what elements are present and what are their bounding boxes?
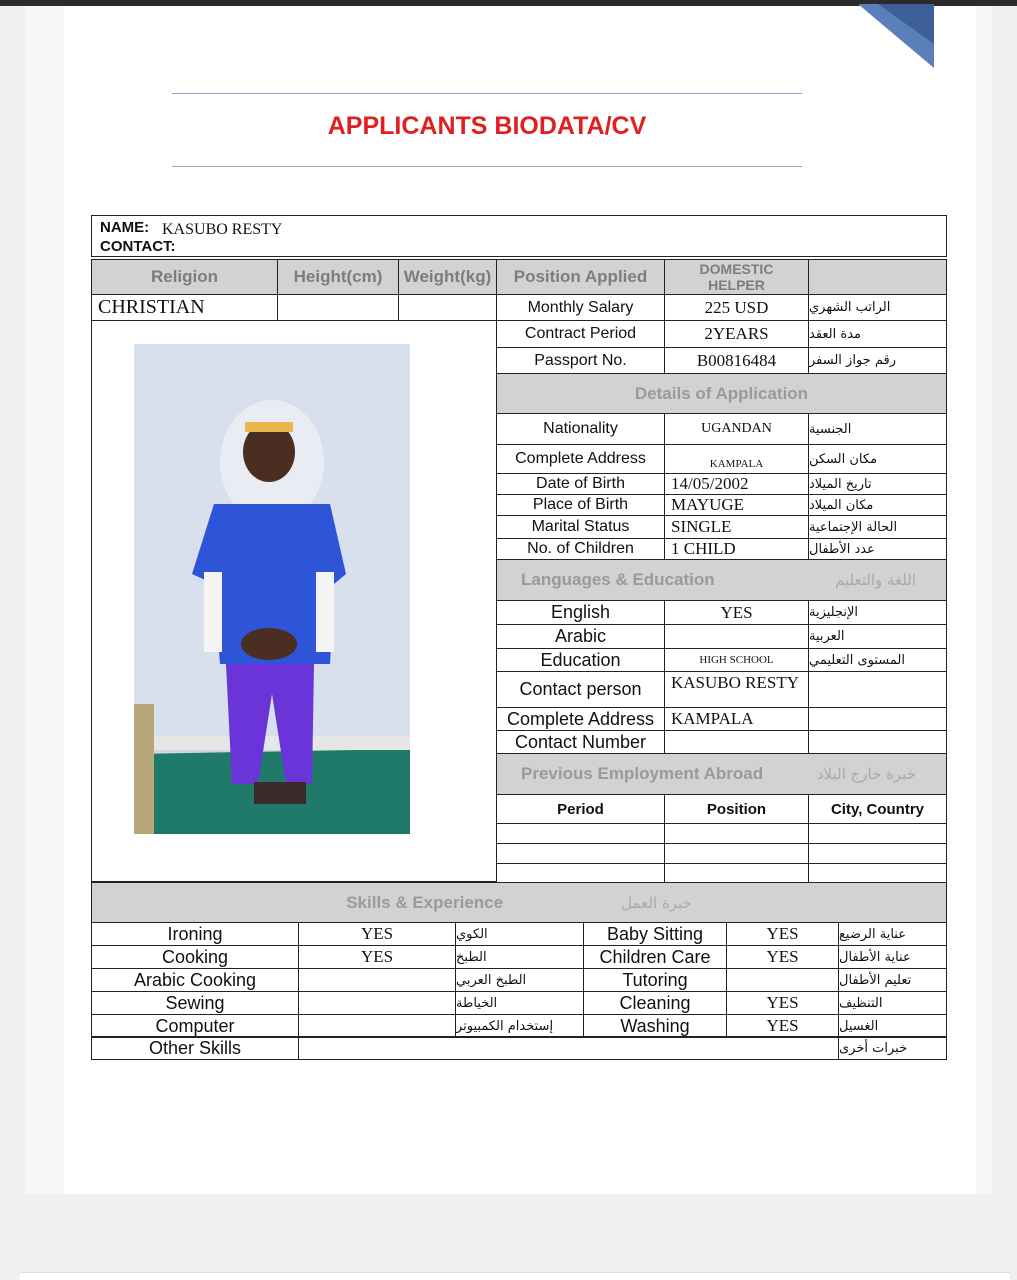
english-label: English — [496, 600, 665, 625]
skill-right-label: Baby Sitting — [583, 922, 727, 946]
english-value: YES — [664, 600, 809, 625]
contact-person-label: Contact person — [496, 671, 665, 708]
contact-number-value — [664, 730, 809, 754]
skill-right-value: YES — [726, 945, 839, 969]
other-skills-label: Other Skills — [91, 1036, 299, 1060]
nationality-value: UGANDAN — [664, 413, 809, 445]
education-ar: المستوى التعليمي — [808, 648, 947, 672]
position-applied-header: Position Applied — [496, 259, 665, 295]
pob-ar: مكان الميلاد — [808, 494, 947, 516]
religion-header: Religion — [91, 259, 278, 295]
weight-header: Weight(kg) — [398, 259, 497, 295]
employment-row-2-position — [664, 843, 809, 864]
position-applied-value: DOMESTIC HELPER — [664, 259, 809, 295]
employment-title-ar: خبرة خارج البلاد — [816, 765, 916, 783]
children-ar: عدد الأطفال — [808, 538, 947, 560]
pob-label: Place of Birth — [496, 494, 665, 516]
skill-left-value: YES — [298, 945, 456, 969]
children-value: 1 CHILD — [664, 538, 809, 560]
skill-right-value: YES — [726, 991, 839, 1015]
skills-title: Skills & Experience — [346, 892, 504, 912]
skill-right-ar: تعليم الأطفال — [838, 968, 947, 992]
employment-row-3-period — [496, 863, 665, 883]
skill-left-ar: الطبخ العربي — [455, 968, 584, 992]
skill-right-value — [726, 968, 839, 992]
height-value — [277, 294, 399, 321]
skill-left-label: Sewing — [91, 991, 299, 1015]
skill-left-ar: الكوي — [455, 922, 584, 946]
marital-value: SINGLE — [664, 515, 809, 539]
marital-label: Marital Status — [496, 515, 665, 539]
skill-right-ar: عناية الأطفال — [838, 945, 947, 969]
skill-right-ar: الغسيل — [838, 1014, 947, 1038]
dob-ar: تاريخ الميلاد — [808, 473, 947, 495]
document-title: APPLICANTS BIODATA/CV — [327, 112, 647, 140]
languages-section-title — [496, 559, 947, 601]
employment-row-3-position — [664, 863, 809, 883]
applicant-photo — [134, 344, 410, 834]
skills-section-title — [91, 882, 947, 923]
education-value: HIGH SCHOOL — [664, 648, 809, 672]
nationality-ar: الجنسية — [808, 413, 947, 445]
nationality-label: Nationality — [496, 413, 665, 445]
details-section-title: Details of Application — [496, 373, 947, 414]
skill-left-label: Computer — [91, 1014, 299, 1038]
weight-value — [398, 294, 497, 321]
address-value: KAMPALA — [664, 444, 809, 474]
height-header: Height(cm) — [277, 259, 399, 295]
passport-label: Passport No. — [496, 347, 665, 374]
skill-left-label: Arabic Cooking — [91, 968, 299, 992]
employment-city-header: City, Country — [808, 794, 947, 824]
arabic-label: Arabic — [496, 624, 665, 649]
name-value: KASUBO RESTY — [162, 221, 283, 238]
skill-right-value: YES — [726, 922, 839, 946]
employment-row-2-city — [808, 843, 947, 864]
passport-value: B00816484 — [664, 347, 809, 374]
passport-ar: رقم جواز السفر — [808, 347, 947, 374]
skill-right-ar: عناية الرضيع — [838, 922, 947, 946]
skills-title-ar: خبرة العمل — [621, 893, 692, 912]
contact-address-blank — [808, 707, 947, 731]
skill-left-ar: الطبخ — [455, 945, 584, 969]
skill-left-ar: إستخدام الكمبيوتر — [455, 1014, 584, 1038]
contact-address-label: Complete Address — [496, 707, 665, 731]
skill-right-label: Cleaning — [583, 991, 727, 1015]
address-ar: مكان السكن — [808, 444, 947, 474]
marital-ar: الحالة الإجتماعية — [808, 515, 947, 539]
monthly-salary-ar: الراتب الشهري — [808, 294, 947, 321]
contact-label: CONTACT: — [100, 238, 176, 255]
name-label: NAME: — [100, 219, 150, 236]
contact-person-blank — [808, 671, 947, 708]
employment-title: Previous Employment Abroad — [521, 764, 764, 783]
employment-period-header: Period — [496, 794, 665, 824]
pob-value: MAYUGE — [664, 494, 809, 516]
education-label: Education — [496, 648, 665, 672]
children-label: No. of Children — [496, 538, 665, 560]
monthly-salary-value: 225 USD — [664, 294, 809, 321]
languages-title: Languages & Education — [521, 570, 715, 589]
employment-row-2-period — [496, 843, 665, 864]
skill-left-value — [298, 968, 456, 992]
contact-number-blank — [808, 730, 947, 754]
title-rule-top — [172, 93, 802, 94]
employment-row-1-position — [664, 823, 809, 844]
header-blank — [808, 259, 947, 295]
skill-right-label: Washing — [583, 1014, 727, 1038]
contact-number-label: Contact Number — [496, 730, 665, 754]
other-skills-value — [298, 1036, 839, 1060]
next-page-edge — [20, 1272, 1010, 1280]
skill-right-label: Children Care — [583, 945, 727, 969]
skill-left-value — [298, 991, 456, 1015]
employment-row-1-city — [808, 823, 947, 844]
other-skills-ar: خبرات أخرى — [838, 1036, 947, 1060]
skill-right-label: Tutoring — [583, 968, 727, 992]
contact-address-value: KAMPALA — [664, 707, 809, 731]
contract-period-value: 2YEARS — [664, 320, 809, 348]
contract-period-label: Contract Period — [496, 320, 665, 348]
employment-section-title — [496, 753, 947, 795]
title-rule-bottom — [172, 166, 802, 167]
skill-right-ar: التنظيف — [838, 991, 947, 1015]
dob-label: Date of Birth — [496, 473, 665, 495]
employment-position-header: Position — [664, 794, 809, 824]
arabic-ar: العربية — [808, 624, 947, 649]
contract-period-ar: مدة العقد — [808, 320, 947, 348]
corner-decoration — [858, 4, 934, 68]
address-label: Complete Address — [496, 444, 665, 474]
skill-left-label: Ironing — [91, 922, 299, 946]
religion-value: CHRISTIAN — [91, 294, 278, 321]
skill-left-value: YES — [298, 922, 456, 946]
arabic-value — [664, 624, 809, 649]
monthly-salary-label: Monthly Salary — [496, 294, 665, 321]
employment-row-3-city — [808, 863, 947, 883]
skill-left-label: Cooking — [91, 945, 299, 969]
contact-person-value: KASUBO RESTY — [664, 671, 809, 708]
skill-left-ar: الخياطة — [455, 991, 584, 1015]
name-contact-box — [91, 215, 947, 257]
skill-left-value — [298, 1014, 456, 1038]
languages-title-ar: اللغة والتعليم — [835, 571, 916, 589]
employment-row-1-period — [496, 823, 665, 844]
english-ar: الإنجليزية — [808, 600, 947, 625]
dob-value: 14/05/2002 — [664, 473, 809, 495]
skill-right-value: YES — [726, 1014, 839, 1038]
